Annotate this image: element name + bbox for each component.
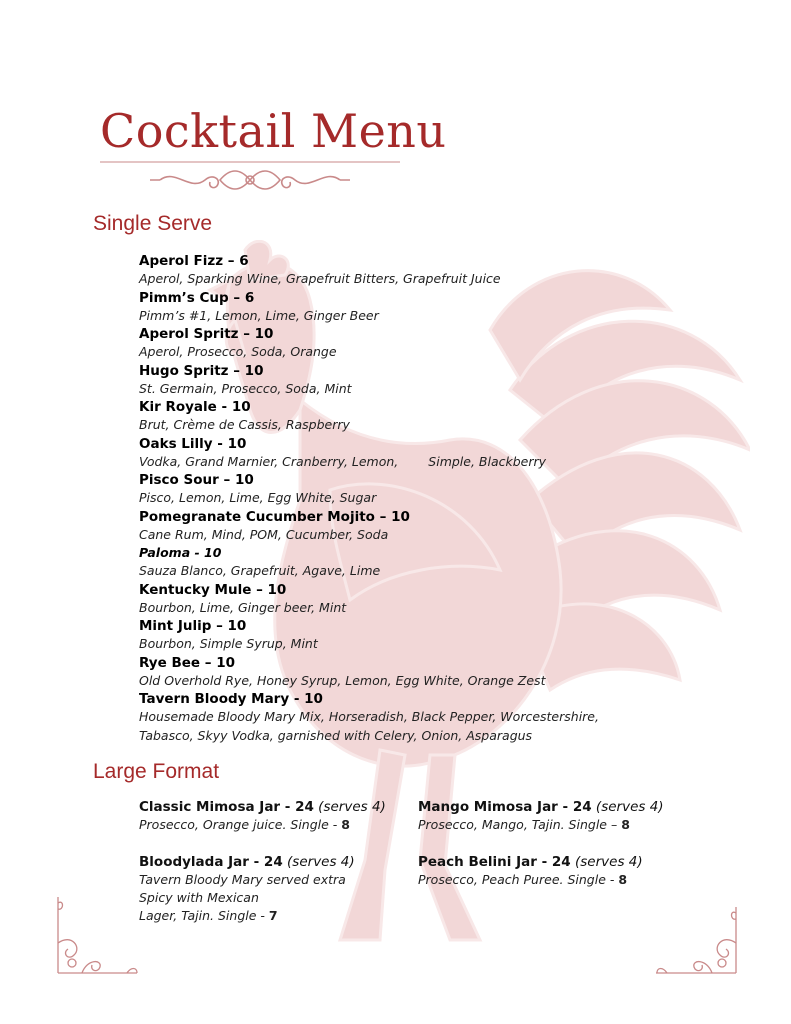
- item-title: Peach Belini Jar - 24: [418, 854, 571, 870]
- item-description: Old Overhold Rye, Honey Syrup, Lemon, Egg White, Orange Zest: [139, 672, 546, 688]
- item-name: [418, 853, 688, 871]
- single-price: 8: [341, 817, 350, 832]
- item-name: Aperol Spritz – 10: [139, 326, 274, 342]
- item-name: Tavern Bloody Mary - 10: [139, 691, 323, 707]
- list-item: [139, 362, 699, 399]
- item-title: Classic Mimosa Jar - 24: [139, 799, 314, 815]
- list-item: [139, 544, 699, 581]
- item-name: Kir Royale - 10: [139, 399, 251, 415]
- single-price: 7: [268, 908, 278, 923]
- page-title: Cocktail Menu: [100, 104, 447, 158]
- list-item: [139, 471, 699, 508]
- item-name: [139, 798, 409, 816]
- item-name: Pisco Sour – 10: [139, 472, 254, 488]
- item-name: Rye Bee – 10: [139, 654, 235, 671]
- item-description-line: Prosecco, Peach Puree. Single -: [418, 872, 619, 887]
- list-item: [139, 690, 699, 745]
- item-serves: (serves 4): [595, 799, 664, 815]
- item-description-line: Spicy with Mexican: [139, 890, 259, 905]
- item-name: [418, 798, 688, 816]
- list-item: [139, 617, 699, 654]
- corner-ornament-icon: [52, 893, 142, 978]
- item-description: Aperol, Sparking Wine, Grapefruit Bitters, Grapefruit Juice: [139, 271, 501, 286]
- item-description: [418, 816, 688, 834]
- item-name: [139, 853, 409, 871]
- item-description: Pimm’s #1, Lemon, Lime, Ginger Beer: [139, 307, 379, 323]
- item-serves: (serves 4): [287, 854, 355, 870]
- item-description: Bourbon, Simple Syrup, Mint: [139, 636, 318, 651]
- item-name: Oaks Lilly - 10: [139, 435, 247, 452]
- item-name: Pomegranate Cucumber Mojito – 10: [139, 508, 410, 525]
- item-description: Bourbon, Lime, Ginger beer, Mint: [139, 599, 347, 615]
- list-item: [139, 325, 699, 362]
- item-serves: (serves 4): [318, 799, 386, 815]
- item-description: [139, 816, 409, 834]
- item-description-line: Tavern Bloody Mary served extra: [139, 872, 346, 887]
- item-title: Mango Mimosa Jar - 24: [418, 799, 592, 815]
- list-item: [139, 252, 699, 289]
- list-item: [418, 853, 688, 889]
- item-description: Housemade Bloody Mary Mix, Horseradish, Black Pepper, Worcestershire,: [139, 709, 599, 724]
- item-description: Sauza Blanco, Grapefruit, Agave, Lime: [139, 563, 381, 578]
- single-price: 8: [618, 872, 628, 887]
- item-description-line: Prosecco, Mango, Tajin. Single –: [418, 817, 622, 832]
- list-item: [139, 289, 699, 326]
- list-item: [139, 435, 699, 472]
- item-description: [139, 453, 699, 472]
- item-description: Aperol, Prosecco, Soda, Orange: [139, 344, 337, 359]
- item-description-part: Vodka, Grand Marnier, Cranberry, Lemon,: [139, 453, 399, 469]
- list-item: [418, 798, 688, 834]
- item-description: St. Germain, Prosecco, Soda, Mint: [139, 380, 352, 396]
- corner-ornament-icon: [652, 903, 742, 988]
- item-name: Mint Julip – 10: [139, 618, 247, 634]
- single-price: 8: [621, 817, 630, 832]
- scroll-flourish-icon: [100, 160, 400, 200]
- item-name: Pimm’s Cup – 6: [139, 289, 255, 306]
- item-description: Brut, Crème de Cassis, Raspberry: [139, 417, 350, 432]
- item-name: Kentucky Mule – 10: [139, 581, 287, 598]
- item-description: [418, 871, 688, 889]
- item-description-tail: Simple, Blackberry: [428, 453, 547, 469]
- item-description-line: Prosecco, Orange juice. Single -: [139, 817, 342, 832]
- item-name: Hugo Spritz – 10: [139, 362, 264, 379]
- item-serves: (serves 4): [575, 854, 643, 870]
- list-item: [139, 581, 699, 618]
- list-item: [139, 508, 699, 545]
- item-description: [139, 907, 409, 925]
- item-description: Pisco, Lemon, Lime, Egg White, Sugar: [139, 490, 377, 505]
- list-item: [139, 853, 409, 925]
- item-description-line: Lager, Tajin. Single -: [139, 908, 269, 923]
- list-item: [139, 654, 699, 691]
- item-description-line2: Tabasco, Skyy Vodka, garnished with Celery, Onion, Asparagus: [139, 727, 533, 743]
- section-heading-large-format: Large Format: [93, 760, 220, 783]
- item-title: Bloodylada Jar - 24: [139, 854, 283, 870]
- list-item: [139, 398, 699, 435]
- list-item: [139, 798, 409, 834]
- item-name: Aperol Fizz – 6: [139, 253, 249, 269]
- item-description: Cane Rum, Mind, POM, Cucumber, Soda: [139, 526, 389, 542]
- item-name: Paloma - 10: [139, 545, 222, 560]
- section-heading-single-serve: Single Serve: [93, 212, 213, 235]
- single-serve-list: [139, 252, 699, 745]
